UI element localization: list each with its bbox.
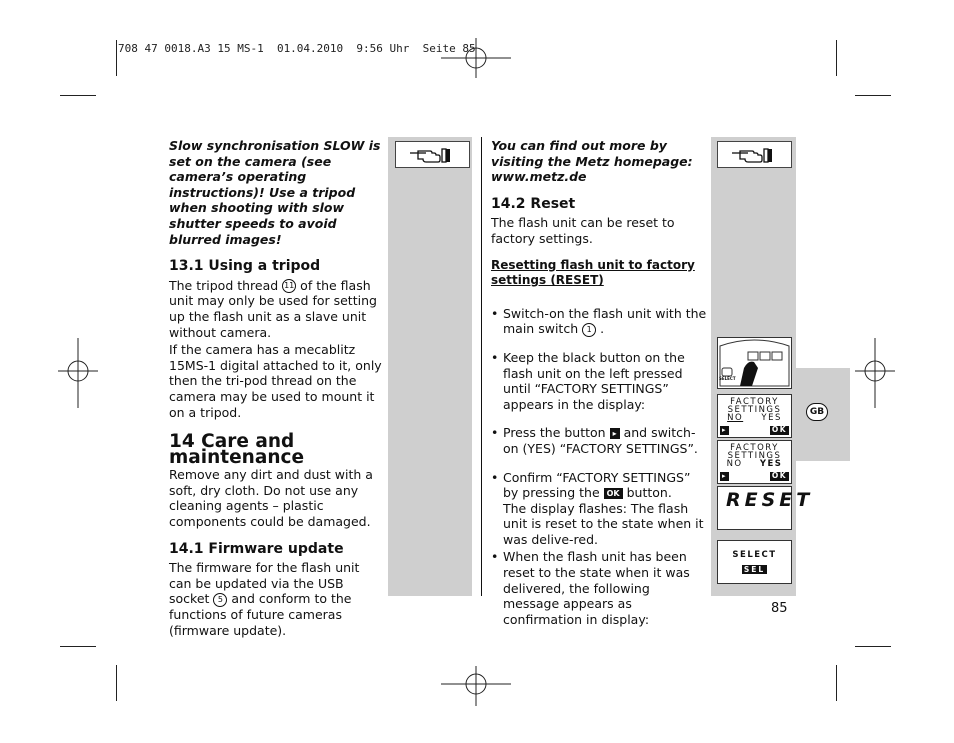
text: Switch-on the flash unit with the main switch [503,305,707,337]
bullet: • [491,549,499,565]
device-select-label: SELECT [719,376,736,381]
ref-number-11: 11 [282,279,296,293]
crop-mark [836,40,837,76]
pointing-hand-icon [718,142,791,167]
reset-text: RESET [726,489,814,511]
ref-number-5: 5 [213,593,227,607]
page-number: 85 [771,601,788,616]
crop-mark [60,646,96,647]
display-line-1: FACTORY [730,397,779,407]
step-1 [491,306,707,337]
option-no: NO [727,413,744,423]
ok-button-icon: OK [604,488,623,499]
text: The display flashes: The flash unit is reset to the state when it was delive-red. [503,500,704,547]
step-2 [491,350,707,412]
ok-softkey: OK [771,425,787,434]
text: . [600,321,605,337]
section-13-1-title: 13.1 Using a tripod [169,258,321,275]
step-3 [491,425,707,456]
ok-softkey: OK [771,471,787,480]
left-column [169,138,385,638]
display-options [718,414,791,422]
pointing-hand-icon [396,142,469,167]
reset-intro: The flash unit can be reset to factory settings. [491,215,675,246]
registration-mark-bottom [441,666,511,706]
tripod-paragraph-1 [169,278,385,340]
option-yes: YES [759,459,783,469]
section-14-title: 14 Care and maintenance [169,431,305,468]
text: and switch-on (YES) “FACTORY SETTINGS”. [503,425,698,456]
crop-mark [855,95,891,96]
note-box-left [395,141,470,168]
slow-sync-warning: Slow synchronisation SLOW is set on the camera (see camera’s operating instructions)! Use a tripod when shooting with slow shutter speeds to avoid blurred images! [169,138,381,247]
bullet: • [491,425,499,441]
option-no: NO [726,459,743,469]
text: The tripod thread [169,277,279,293]
display-select-text: SELECT [732,550,777,560]
sel-softkey: SEL [743,565,766,574]
right-column [491,138,707,627]
note-box-right [717,141,792,168]
bullet: • [491,305,499,321]
registration-mark-left [58,338,98,408]
crop-mark [116,40,117,76]
display-line-2: SETTINGS [727,451,782,461]
display-line-2: SETTINGS [727,405,782,415]
display-select [717,540,792,584]
display-softkeys [718,566,791,574]
text: of the flash unit may only be used for setting up the flash unit as a slave unit without camera. [169,277,377,340]
left-margin-column [388,137,472,596]
text: Keep the black button on the flash unit on the left pressed until “FACTORY SETTINGS” appears in the display: [503,349,685,412]
option-yes: YES [761,413,782,423]
registration-mark-top [441,38,511,78]
bullet: • [491,349,499,365]
arrow-softkey-icon: ▸ [721,472,727,480]
print-slug: 708 47 0018.A3 15 MS-1 01.04.2010 9:56 Uhr Seite 85 [118,42,476,55]
section-14-1-title: 14.1 Firmware update [169,540,344,557]
metz-homepage-note: You can find out more by visiting the Metz homepage: www.metz.de [491,138,693,185]
display-factory-settings-no [717,394,792,438]
display-line-1: FACTORY [730,443,779,453]
display-softkeys [718,472,791,481]
ref-number-1: 1 [582,323,596,337]
crop-mark [116,665,117,701]
text: The firmware for the flash unit can be updated via the USB socket [169,560,360,607]
reset-subtitle: Resetting flash unit to factory settings (RESET) [491,257,695,288]
section-14-2-title: 14.2 Reset [491,195,576,212]
crop-mark [855,646,891,647]
care-paragraph: Remove any dirt and dust with a soft, dry cloth. Do not use any cleaning agents – plastic components could be damaged. [169,467,373,530]
crop-mark [836,665,837,701]
step-4 [491,470,707,548]
arrow-softkey-icon: ▸ [721,426,727,434]
text: Press the button [503,425,606,441]
text: When the flash unit has been reset to the state when it was delivered, the following message appears as confirmation in display: [503,549,690,627]
firmware-paragraph [169,560,385,638]
column-divider [481,137,482,596]
display-softkeys [718,426,791,435]
tripod-paragraph-2: If the camera has a mecablitz 15MS-1 digital attached to it, only then the tri-pod thread on the camera may be used to mount it on a tripod. [169,342,382,420]
crop-mark [60,95,96,96]
display-factory-settings-yes [717,440,792,484]
registration-mark-right [855,338,895,408]
display-options [718,460,791,468]
text: and conform to the functions of future cameras (firmware update). [169,591,352,638]
flash-unit-illustration [717,337,792,389]
display-reset [717,486,814,530]
text: button. [626,485,672,501]
language-tab-label: GB [806,403,828,421]
bullet: • [491,469,499,485]
text: Confirm “FACTORY SETTINGS” by pressing the [503,469,691,501]
step-5 [491,549,707,627]
arrow-button-icon: ▸ [610,428,620,439]
